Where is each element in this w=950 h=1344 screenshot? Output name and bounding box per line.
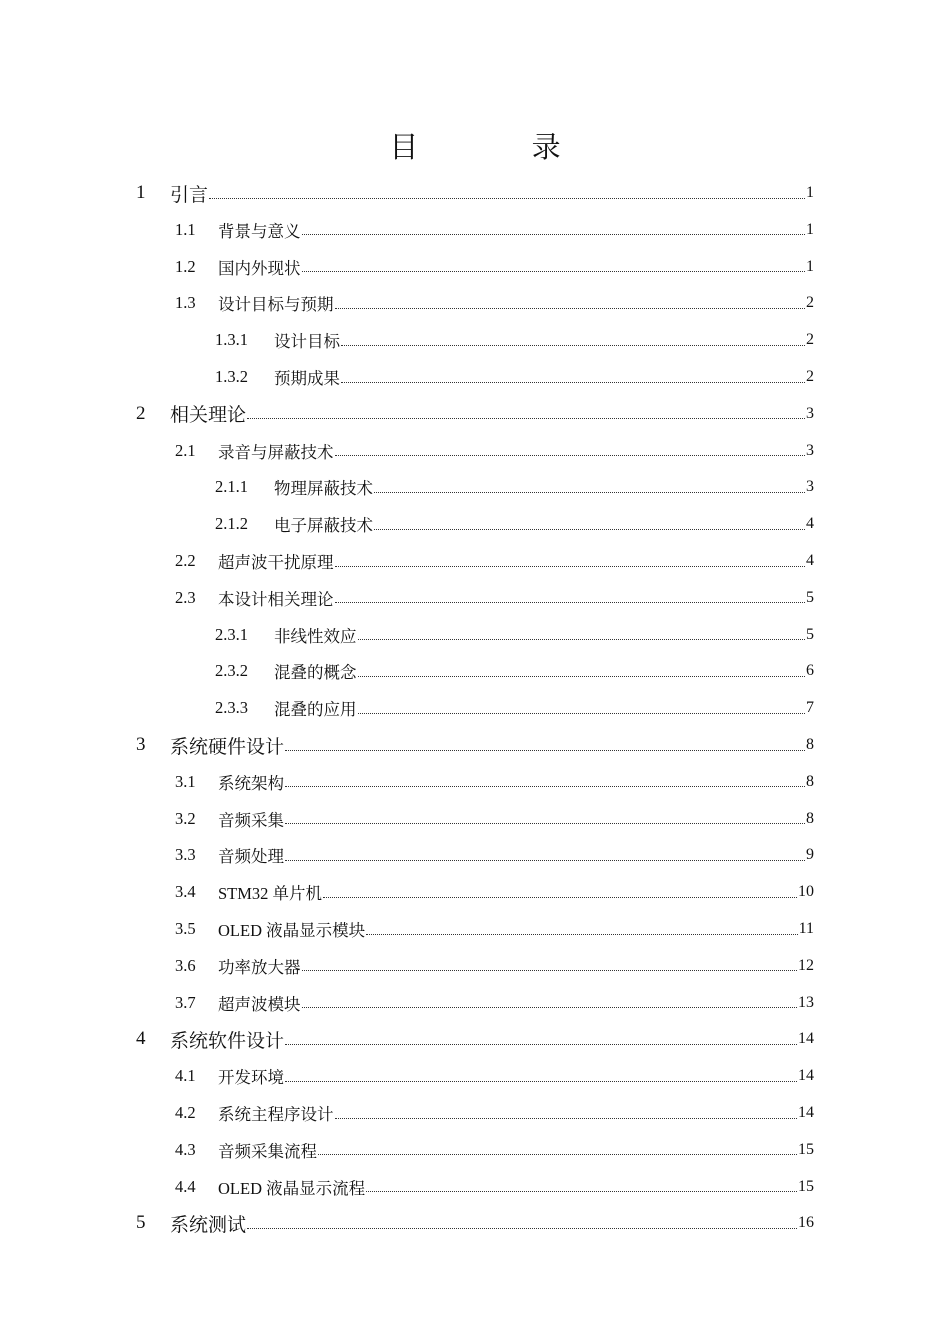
toc-entry-label: 相关理论: [170, 404, 247, 427]
toc-entry-label: 物理屏蔽技术: [274, 479, 373, 499]
toc-entry-number: 4.2: [175, 1103, 196, 1122]
toc-entry-page: 15: [798, 1140, 814, 1158]
dot-leader: [358, 676, 806, 677]
toc-entry-label: 功率放大器: [218, 957, 301, 977]
toc-entry-page: 2: [806, 368, 814, 385]
toc-entry-number: 2.3.3: [215, 698, 248, 718]
toc-entry-page: 1: [806, 257, 814, 275]
toc-entry[interactable]: [136, 175, 814, 211]
dot-leader: [335, 308, 806, 309]
toc-entry-number: 4: [136, 1028, 146, 1050]
dot-leader: [302, 970, 798, 971]
toc-entry-page: 15: [798, 1177, 814, 1195]
toc-entry-page: 11: [798, 920, 814, 937]
dot-leader: [302, 271, 806, 272]
toc-entry-label: 音频采集: [218, 810, 284, 830]
toc-entry-number: 2.3: [175, 587, 196, 607]
toc-entry-number: 1.2: [175, 256, 196, 276]
toc-entry-number: 3: [136, 734, 146, 755]
toc-entry-label: OLED 液晶显示模块: [218, 921, 366, 940]
toc-entry-page: 3: [806, 404, 814, 422]
toc-entry[interactable]: [175, 285, 814, 321]
dot-leader: [247, 1228, 797, 1229]
toc-entry-number: 4.1: [175, 1066, 196, 1086]
toc-entry[interactable]: [175, 837, 814, 873]
dot-leader: [335, 455, 806, 456]
toc-entry-number: 1: [136, 182, 146, 203]
toc-entry[interactable]: [175, 543, 814, 579]
toc-entry[interactable]: [175, 212, 814, 248]
toc-entry[interactable]: [175, 249, 814, 285]
dot-leader: [302, 234, 806, 235]
dot-leader: [358, 713, 806, 714]
toc-entry[interactable]: [175, 801, 814, 837]
dot-leader: [366, 934, 797, 935]
dot-leader: [374, 492, 805, 493]
dot-leader: [285, 1044, 797, 1045]
toc-entry-page: 14: [798, 1067, 814, 1085]
dot-leader: [335, 602, 806, 603]
toc-entry-page: 12: [798, 956, 814, 974]
toc-entry-label: 非线性效应: [274, 626, 357, 646]
toc-entry[interactable]: [215, 690, 814, 726]
toc-entry-number: 1.3.2: [215, 367, 248, 386]
toc-entry-number: 3.5: [175, 919, 196, 938]
toc-entry-label: 混叠的概念: [274, 663, 357, 683]
dot-leader: [335, 1118, 798, 1119]
toc-entry[interactable]: [175, 580, 814, 616]
toc-entry-label: 设计目标与预期: [218, 295, 334, 315]
toc-entry[interactable]: [136, 1021, 814, 1057]
toc-entry-label: 系统软件设计: [170, 1029, 285, 1052]
dot-leader: [341, 382, 805, 383]
toc-entry-page: 4: [806, 515, 814, 533]
toc-entry-page: 5: [806, 625, 814, 643]
dot-leader: [318, 1154, 797, 1155]
toc-entry-page: 1: [806, 184, 814, 201]
dot-leader: [209, 198, 805, 199]
toc-entry-number: 2.1: [175, 440, 196, 460]
toc-entry-number: 3.7: [175, 992, 196, 1012]
toc-entry[interactable]: [175, 764, 814, 800]
toc-entry-page: 14: [798, 1030, 814, 1048]
toc-entry-label: 设计目标: [274, 332, 340, 352]
toc-entry[interactable]: [175, 1058, 814, 1094]
toc-entry-page: 10: [798, 883, 814, 901]
dot-leader: [341, 345, 805, 346]
toc-entry-number: 2: [136, 402, 146, 424]
toc-entry-number: 1.1: [175, 219, 196, 239]
dot-leader: [358, 639, 806, 640]
toc-entry[interactable]: [175, 911, 814, 947]
toc-entry-page: 6: [806, 662, 814, 680]
toc-entry-number: 2.1.1: [215, 477, 248, 497]
toc-entry[interactable]: [215, 359, 814, 395]
toc-entry-number: 4.3: [175, 1139, 196, 1159]
toc-entry-label: 超声波模块: [218, 994, 301, 1014]
toc-entry-number: 1.3: [175, 293, 196, 313]
toc-entry-number: 3.6: [175, 955, 196, 975]
toc-entry[interactable]: [175, 1095, 814, 1131]
toc-entry-label: 国内外现状: [218, 258, 301, 278]
dot-leader: [247, 418, 805, 419]
toc-entry-page: 1: [806, 220, 814, 238]
toc-entry[interactable]: [215, 506, 814, 542]
toc-entry[interactable]: [175, 1169, 814, 1205]
toc-entry-page: 7: [806, 699, 814, 717]
toc-entry[interactable]: [175, 874, 814, 910]
toc-entry-label: 背景与意义: [218, 221, 301, 241]
toc-entry-label: 开发环境: [218, 1068, 284, 1088]
toc-entry-page: 8: [806, 809, 814, 827]
toc-entry[interactable]: [136, 396, 814, 432]
toc-entry-label: OLED 液晶显示流程: [218, 1178, 366, 1198]
toc-entry-number: 4.4: [175, 1176, 196, 1196]
toc-entry[interactable]: [136, 727, 814, 763]
toc-entry-number: 3.2: [175, 808, 196, 828]
toc-entry-label: 电子屏蔽技术: [274, 516, 373, 536]
toc-entry-number: 2.1.2: [215, 514, 248, 534]
toc-entry-number: 3.3: [175, 845, 196, 865]
toc-entry-page: 2: [806, 331, 814, 349]
toc-entry-page: 3: [806, 478, 814, 496]
toc-entry-page: 14: [798, 1104, 814, 1121]
page-title: 目 录: [389, 130, 613, 164]
toc-entry-label: 系统架构: [218, 773, 284, 793]
toc-entry-label: 系统硬件设计: [170, 735, 285, 758]
toc-entry[interactable]: [175, 1132, 814, 1168]
toc-entry-number: 2.3.2: [215, 661, 248, 681]
toc-entry-label: 系统主程序设计: [218, 1105, 334, 1124]
toc-entry-label: 音频处理: [218, 847, 284, 867]
toc-entry-number: 5: [136, 1212, 146, 1234]
toc-entry-label: 引言: [170, 183, 209, 206]
toc-entry[interactable]: [215, 469, 814, 505]
toc-entry-number: 3.1: [175, 771, 196, 791]
toc-entry[interactable]: [175, 985, 814, 1021]
dot-leader: [323, 897, 797, 898]
toc-entry-page: 5: [806, 588, 814, 606]
toc-entry[interactable]: [215, 322, 814, 358]
toc-entry-page: 2: [806, 294, 814, 312]
toc-entry-label: STM32 单片机: [218, 884, 323, 904]
dot-leader: [374, 529, 805, 530]
toc-entry-number: 3.4: [175, 882, 196, 902]
toc-entry-label: 系统测试: [170, 1213, 247, 1236]
toc-entry[interactable]: [175, 948, 814, 984]
toc-entry-number: 2.2: [175, 551, 196, 570]
toc-entry-label: 音频采集流程: [218, 1141, 317, 1161]
toc-entry-label: 超声波干扰原理: [218, 553, 334, 572]
toc-entry-number: 2.3.1: [215, 624, 248, 644]
toc-entry[interactable]: [175, 433, 814, 469]
dot-leader: [366, 1191, 797, 1192]
toc-entry-page: 8: [806, 772, 814, 790]
dot-leader: [285, 750, 805, 751]
toc-entry-label: 预期成果: [274, 369, 340, 388]
toc-entry-label: 本设计相关理论: [218, 589, 334, 609]
toc-entry-page: 13: [798, 993, 814, 1011]
toc-entry-page: 9: [806, 846, 814, 864]
dot-leader: [285, 860, 805, 861]
dot-leader: [285, 786, 805, 787]
dot-leader: [335, 566, 806, 567]
dot-leader: [285, 1081, 797, 1082]
toc-entry[interactable]: [215, 617, 814, 653]
toc-entry[interactable]: [136, 1205, 814, 1241]
toc-entry-number: 1.3.1: [215, 330, 248, 350]
dot-leader: [285, 823, 805, 824]
toc-entry-label: 混叠的应用: [274, 700, 357, 720]
toc-entry[interactable]: [215, 653, 814, 689]
toc-entry-page: 3: [806, 441, 814, 459]
toc-entry-page: 4: [806, 552, 814, 569]
toc-entry-page: 8: [806, 736, 814, 753]
toc-entry-label: 录音与屏蔽技术: [218, 442, 334, 462]
dot-leader: [302, 1007, 798, 1008]
toc-entry-page: 16: [798, 1214, 814, 1232]
